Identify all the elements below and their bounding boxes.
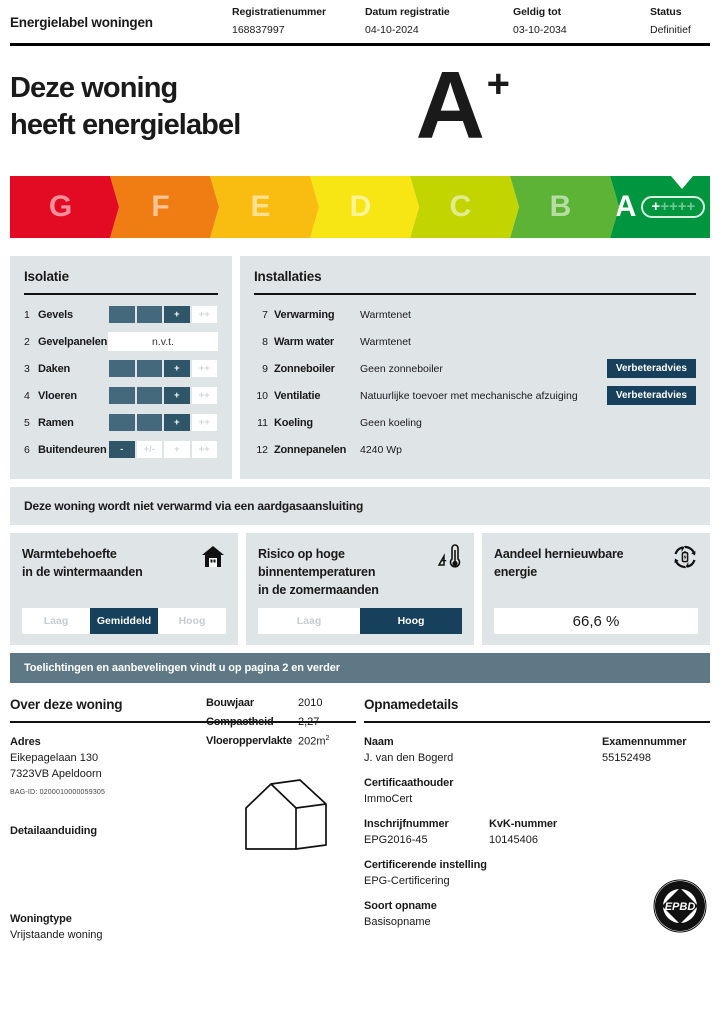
naam-examen-row: [364, 736, 710, 764]
installatie-row: [254, 436, 696, 463]
indicator-title-line: in de zomermaanden: [258, 583, 379, 598]
installaties-panel: [240, 256, 710, 479]
page2-reference-bar: Toelichtingen en aanbevelingen vindt u op pagina 2 en verder: [10, 653, 710, 683]
band-arrow: [510, 176, 519, 238]
meta-geldig-tot: [513, 6, 650, 36]
installatie-row: [254, 382, 696, 409]
over-deze-woning-section: [10, 697, 356, 941]
indicator-title-line: Risico op hoge: [258, 547, 345, 561]
scale-band-g: [10, 176, 110, 238]
indicator-title-line: in de wintermaanden: [22, 565, 143, 580]
spec-row: [206, 716, 356, 728]
indicator-title: [22, 545, 226, 581]
rating-segment: -: [108, 440, 136, 459]
installatie-row: [254, 328, 696, 355]
inschrijf-kvk-row: [364, 818, 710, 846]
adres-line-1: Eikepagelaan 130: [10, 752, 99, 764]
band-arrow: [310, 176, 319, 238]
energy-label-letter: [415, 52, 510, 159]
isolatie-rating-bar: [108, 413, 218, 432]
band-letter: F: [151, 190, 169, 223]
isolatie-rating-bar: [108, 305, 218, 324]
rating-segment: -: [108, 386, 136, 405]
scale-band-f: [110, 176, 210, 238]
rating-segment: ++: [191, 440, 219, 459]
scale-band-c: [410, 176, 510, 238]
indicator-value: 66,6 %: [494, 608, 698, 634]
isolatie-row-label: Vloeren: [38, 389, 77, 402]
hero-headline: [10, 70, 416, 144]
installatie-row-value: Geen koeling: [360, 416, 422, 429]
rating-segment: ++: [191, 305, 219, 324]
header-meta-fields: [232, 6, 710, 36]
isolatie-rating-bar: [108, 386, 218, 405]
naam-block: [364, 736, 602, 764]
woning-specs: [206, 697, 356, 755]
meta-status: [650, 6, 710, 36]
opnamedetails-section: [364, 697, 710, 941]
panels-row: [10, 256, 710, 479]
meta-label: Datum registratie: [365, 6, 450, 18]
installatie-row-number: 11: [257, 416, 268, 429]
band-letter: C: [449, 190, 471, 223]
band-arrow: [210, 176, 219, 238]
isolatie-row-label: Daken: [38, 362, 71, 375]
spec-key: Bouwjaar: [206, 697, 254, 709]
installatie-row-label: Zonneboiler: [274, 362, 335, 375]
isolatie-title: Isolatie: [24, 269, 69, 284]
active-label-pointer: [671, 176, 693, 189]
isolatie-row-number: 1: [24, 308, 30, 321]
isolatie-divider: [24, 293, 218, 295]
rating-segment: +: [163, 440, 191, 459]
adres-line-2: 7323VB Apeldoorn: [10, 768, 102, 780]
bottom-columns: [10, 697, 710, 941]
band-letter: E: [250, 190, 270, 223]
examennummer-block: [602, 736, 710, 764]
bag-id: BAG-ID: 0200010000059305: [10, 789, 106, 796]
meta-label: Registratienummer: [232, 6, 326, 18]
spec-value-superscript: 2: [325, 735, 330, 742]
label-plus-pill: [641, 196, 705, 218]
installatie-row: [254, 409, 696, 436]
thermometer-icon: [436, 544, 462, 575]
indicator-title: [494, 545, 698, 581]
isolatie-row: [24, 382, 218, 409]
gas-notice: Deze woning wordt niet verwarmd via een aardgasaansluiting: [10, 487, 710, 525]
woningtype-label: Woningtype: [10, 913, 72, 925]
house-icon: [200, 544, 226, 575]
pill-mark: +: [686, 198, 696, 215]
meta-label: Status: [650, 6, 682, 18]
isolatie-row: [24, 436, 218, 463]
examennummer-value: 55152498: [602, 752, 651, 764]
band-letter: A: [614, 190, 636, 223]
rating-segment: -: [108, 359, 136, 378]
renewable-energy-icon: [672, 544, 698, 575]
detailaanduiding-label: Detailaanduiding: [10, 825, 98, 837]
isolatie-not-applicable: n.v.t.: [108, 332, 218, 351]
isolatie-row-number: 4: [24, 389, 30, 402]
band-arrow: [110, 176, 119, 238]
isolatie-row-label: Gevels: [38, 308, 73, 321]
rating-segment: -: [108, 305, 136, 324]
opnamedetails-title: Opnamedetails: [364, 697, 459, 712]
document-title: Energielabel woningen: [10, 15, 153, 30]
indicator-title: [258, 545, 462, 599]
indicator-title-line: Aandeel hernieuwbare: [494, 547, 624, 561]
indicator-box: [482, 533, 710, 645]
isolatie-row-number: 6: [24, 443, 30, 456]
isolatie-row-number: 2: [24, 335, 30, 348]
soort-opname-label: Soort opname: [364, 900, 437, 912]
rating-segment: +: [163, 413, 191, 432]
meta-value: Definitief: [650, 24, 691, 36]
spec-row: [206, 697, 356, 709]
over-woning-title: Over deze woning: [10, 697, 123, 712]
label-plus: +: [486, 62, 510, 106]
meta-value: 168837997: [232, 24, 285, 36]
certificaathouder-label: Certificaathouder: [364, 777, 454, 789]
installatie-row-value: Warmtenet: [360, 335, 411, 348]
installatie-row-number: 10: [256, 389, 268, 402]
isolatie-row: [24, 409, 218, 436]
rating-segment: +: [163, 359, 191, 378]
indicator-choice[interactable]: Hoog: [178, 615, 206, 627]
meta-registratienummer: [232, 6, 365, 36]
document-header: [0, 0, 720, 36]
isolatie-panel: [10, 256, 232, 479]
isolatie-row: [24, 301, 218, 328]
scale-band-a: [610, 176, 710, 238]
rating-segment: +: [163, 305, 191, 324]
band-arrow: [610, 176, 619, 238]
naam-value: J. van den Bogerd: [364, 752, 454, 764]
installatie-row-label: Ventilatie: [274, 389, 321, 402]
installaties-title: Installaties: [254, 269, 322, 284]
certificaathouder-value: ImmoCert: [364, 793, 413, 805]
certificaathouder-block: [364, 777, 710, 805]
rating-segment: +/-: [136, 359, 164, 378]
installatie-row-number: 8: [262, 335, 268, 348]
kvk-label: KvK-nummer: [489, 818, 558, 830]
isolatie-rating-bar: [108, 359, 218, 378]
isolatie-row-label: Buitendeuren: [38, 443, 107, 456]
label-letter: A: [415, 52, 482, 159]
indicator-title-line: Warmtebehoefte: [22, 547, 117, 561]
energy-scale: [10, 176, 710, 238]
rating-segment: +/-: [136, 305, 164, 324]
scale-band-d: [310, 176, 410, 238]
indicator-boxes: [10, 533, 710, 645]
rating-segment: ++: [191, 386, 219, 405]
installaties-divider: [254, 293, 696, 295]
soort-opname-value: Basisopname: [364, 916, 431, 928]
spec-key: Vloeroppervlakte: [206, 735, 293, 747]
indicator-choice[interactable]: Laag: [43, 615, 69, 627]
spec-value: 2,27: [298, 716, 320, 728]
indicator-title-line: energie: [494, 565, 538, 580]
rating-segment: +/-: [136, 386, 164, 405]
indicator-choice[interactable]: Hoog: [360, 608, 462, 634]
band-letter: D: [349, 190, 371, 223]
installatie-row-number: 7: [262, 308, 268, 321]
indicator-choice[interactable]: Gemiddeld: [90, 608, 158, 634]
inschrijfnummer-label: Inschrijfnummer: [364, 818, 449, 830]
isolatie-row-number: 3: [24, 362, 30, 375]
installatie-row-value: Warmtenet: [360, 308, 411, 321]
installatie-row-value: 4240 Wp: [360, 443, 403, 456]
indicator-box: [10, 533, 238, 645]
installatie-row-value: Geen zonneboiler: [360, 362, 443, 375]
band-letter: G: [48, 190, 72, 223]
instelling-value: EPG-Certificering: [364, 875, 450, 887]
indicator-choice[interactable]: Laag: [296, 615, 322, 627]
indicator-choice-group: [258, 608, 462, 634]
installatie-row-label: Warm water: [274, 335, 334, 348]
installatie-row: [254, 355, 696, 382]
isolatie-row-number: 5: [24, 416, 30, 429]
installatie-row-number: 9: [262, 362, 268, 375]
hero-line-2: heeft energielabel: [10, 108, 241, 141]
house-illustration-icon: [240, 777, 332, 860]
meta-datum-registratie: [365, 6, 513, 36]
scale-band-b: [510, 176, 610, 238]
epbd-logo-icon: [652, 878, 708, 939]
installatie-row-number: 12: [256, 443, 268, 456]
kvk-value: 10145406: [489, 834, 538, 846]
meta-value: 04-10-2024: [365, 24, 419, 36]
rating-segment: +: [163, 386, 191, 405]
installatie-row-value: Natuurlijke toevoer met mechanische afzuiging: [360, 389, 578, 402]
woningtype-value: Vrijstaande woning: [10, 929, 103, 941]
installatie-row-label: Verwarming: [274, 308, 335, 321]
indicator-title-line: binnentemperaturen: [258, 565, 376, 580]
kvk-block: [489, 818, 710, 846]
epbd-logo-text: EPBD: [664, 901, 696, 913]
rating-segment: ++: [191, 359, 219, 378]
rating-segment: -: [108, 413, 136, 432]
isolatie-row: [24, 328, 218, 355]
scale-band-e: [210, 176, 310, 238]
inschrijfnummer-block: [364, 818, 489, 846]
spec-value: 2010: [298, 697, 323, 709]
band-letter: B: [549, 190, 571, 223]
isolatie-row-label: Gevelpanelen: [38, 335, 108, 348]
band-arrow: [410, 176, 419, 238]
spec-row: [206, 735, 356, 748]
meta-value: 03-10-2034: [513, 24, 567, 36]
indicator-choice-group: [22, 608, 226, 634]
isolatie-row: [24, 355, 218, 382]
verbeteradvies-button[interactable]: Verbeteradvies: [607, 359, 696, 378]
isolatie-rating-bar: [108, 440, 218, 459]
rating-segment: ++: [191, 413, 219, 432]
hero-section: [0, 46, 720, 159]
indicator-box: [246, 533, 474, 645]
verbeteradvies-button[interactable]: Verbeteradvies: [607, 386, 696, 405]
pill-mark: +: [668, 198, 678, 215]
spec-value: $202m^2$: [298, 735, 330, 748]
isolatie-row-label: Ramen: [38, 416, 74, 429]
rating-segment: +/-: [136, 440, 164, 459]
instelling-label: Certificerende instelling: [364, 859, 487, 871]
pill-mark: +: [651, 198, 661, 215]
installatie-row: [254, 301, 696, 328]
spec-key: Compactheid: [206, 716, 274, 728]
installatie-row-label: Zonnepanelen: [274, 443, 347, 456]
installatie-row-label: Koeling: [274, 416, 313, 429]
inschrijfnummer-value: EPG2016-45: [364, 834, 428, 846]
adres-label: Adres: [10, 736, 41, 748]
hero-line-1: Deze woning: [10, 72, 178, 104]
opnamedetails-divider: [364, 721, 710, 723]
rating-segment: +/-: [136, 413, 164, 432]
naam-label: Naam: [364, 736, 394, 748]
pill-mark: +: [660, 198, 669, 215]
pill-mark: +: [677, 198, 687, 215]
examennummer-label: Examennummer: [602, 736, 687, 748]
meta-label: Geldig tot: [513, 6, 561, 18]
